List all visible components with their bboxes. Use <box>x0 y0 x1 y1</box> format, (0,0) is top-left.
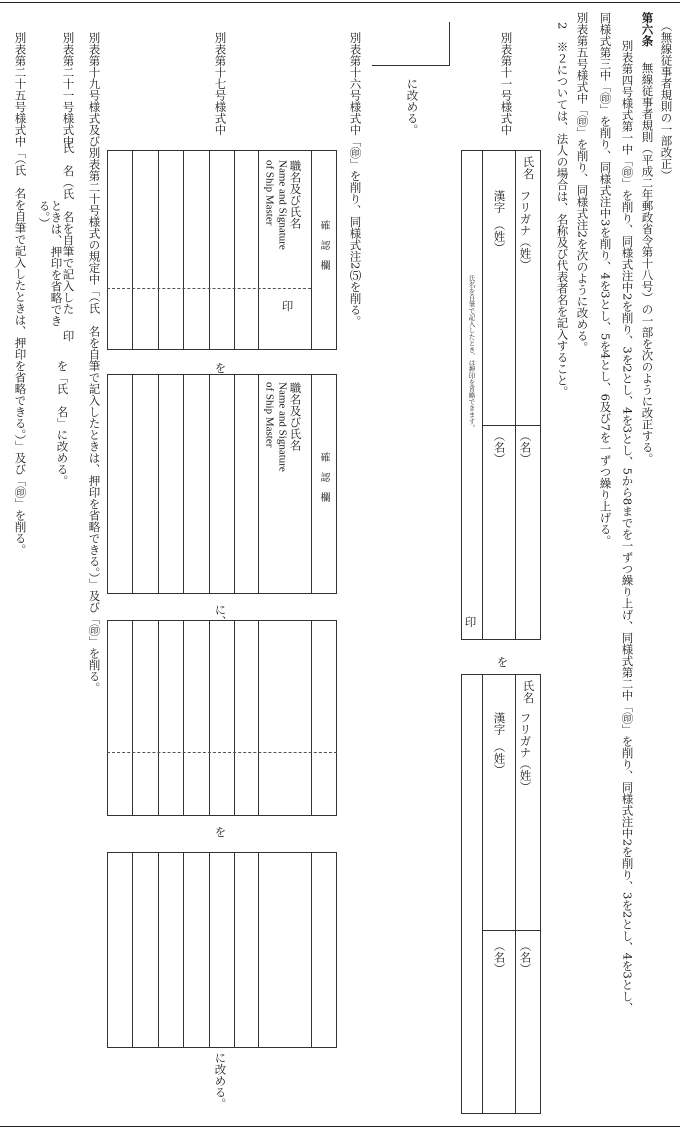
form21-seal: 印 <box>61 330 76 342</box>
form11-old-split <box>482 425 541 426</box>
form17-new-col-4 <box>209 374 210 594</box>
line-9-form19-20: 別表第十九号様式及び別表第二十号様式の規定中「（氏 名を自筆で記入したときは、押印を省略できる。）」及び「㊞」を削る。 <box>87 32 102 694</box>
form11-old-seal: 印 <box>463 616 478 628</box>
form17-new-col-3 <box>234 374 235 594</box>
form17-new-label-en2: of Ship Master <box>263 382 276 448</box>
line-4: 2 ※２については、法人の場合は、名称及び代表者名を記入すること。 <box>555 22 570 398</box>
form17-old-table <box>107 150 337 350</box>
form17-pair2-old-col-2 <box>258 620 259 816</box>
form17-old-col-2 <box>258 150 259 350</box>
form17-pair2-old-col-1 <box>311 620 312 816</box>
form17-new-col-2 <box>258 374 259 594</box>
form17-pair2-new-col-4 <box>209 852 210 1048</box>
form17-pair2-old-col-5 <box>183 620 184 816</box>
line-10-form21: 別表第二十一号様式中 <box>61 32 76 147</box>
line-3: 別表第五号様式中「㊞」を削り、同様式注2を次のように改める。 <box>575 12 590 353</box>
form17-old-col-6 <box>158 150 159 350</box>
form17-pair2-new-col-2 <box>258 852 259 1048</box>
connector-ni: に、 <box>213 604 228 627</box>
form11-old-label-bottom: 名 <box>521 168 536 180</box>
form21-old-2: ときは、押印を省略でき <box>49 200 64 327</box>
form17-pair2-old-col-4 <box>209 620 210 816</box>
form17-pair2-old-dashed <box>107 752 337 753</box>
form21-old-3: る。） <box>37 200 52 229</box>
form17-pair2-new-col-5 <box>183 852 184 1048</box>
form17-pair2-new-col-7 <box>132 852 133 1048</box>
line-2: 同様式第三中「㊞」を削り、同様式注中3を削り、4を3とし、5を4とし、6及び7を一ずつ繰り上げる。 <box>598 12 613 547</box>
form11-old-kanji: 漢字 （姓） <box>492 190 507 254</box>
article-title: 第六条 <box>640 12 655 47</box>
bottom-rule <box>0 1126 680 1127</box>
form11-new-kanji: 漢字 （姓） <box>492 712 507 776</box>
form17-old-col-5 <box>183 150 184 350</box>
connector-wo-form11: を <box>495 656 510 668</box>
line-11-form25: 別表第二十五号様式中「（氏 名を自筆で記入したときは、押印を省略できる。）」及び「㊞」を削る。 <box>13 32 28 556</box>
form17-new-col-5 <box>183 374 184 594</box>
line-6-aratameru: に改める。 <box>405 78 420 136</box>
connector-aratameru: に改める。 <box>213 1052 228 1110</box>
form17-new-header: 確 認 欄 <box>318 452 329 502</box>
form11-old-label-top: 氏 <box>521 156 536 168</box>
form11-new-furigana: フリガナ（姓） <box>518 712 533 793</box>
form17-old-label-ja: 職名及び氏名 <box>288 160 303 229</box>
form11-old-given1: （名） <box>518 430 533 465</box>
bracket-box <box>372 22 450 66</box>
form17-old-label-en2: of Ship Master <box>263 160 276 226</box>
form17-new-table <box>107 374 337 594</box>
form11-old-divider-1 <box>515 150 516 640</box>
form17-new-col-6 <box>158 374 159 594</box>
form17-pair2-new-col-3 <box>234 852 235 1048</box>
form17-pair2-new-col-1 <box>311 852 312 1048</box>
form17-old-dashed <box>107 288 311 289</box>
form17-old-label-en1: Name and Signature <box>276 160 289 250</box>
form11-new-label-bottom: 名 <box>521 692 536 704</box>
form11-new-divider-2 <box>482 674 483 1114</box>
form11-new-given2: （名） <box>492 940 507 975</box>
form17-pair2-new-table <box>107 852 337 1048</box>
form11-old-furigana: フリガナ（姓） <box>518 190 533 271</box>
form11-old-given2: （名） <box>492 430 507 465</box>
form17-new-col-1 <box>311 374 312 594</box>
form11-old-note: 氏名を自筆で記入したとき、は押印を省略できます。 <box>467 275 476 431</box>
form21-old-1: 氏 名（氏 名を自筆で記入した <box>61 142 76 315</box>
form17-pair2-old-table <box>107 620 337 816</box>
form11-new-divider-1 <box>515 674 516 1114</box>
line-1: 別表第四号様式第一中「㊞」を削り、同様式注中2を削り、3を2とし、4を3とし、5から8までを一ずつ繰り上げ、同様式第二中「㊞」を削り、同様式注中2を削り、3を2とし、4を3とし、 <box>620 40 635 1014</box>
form17-new-label-ja: 職名及び氏名 <box>288 382 303 451</box>
form17-pair2-old-col-7 <box>132 620 133 816</box>
header-caption: （無線従事者規則の一部改正） <box>659 20 674 181</box>
form21-after: を「氏 名」に改める。 <box>55 360 70 487</box>
connector-wo-2: を <box>213 826 228 838</box>
form17-new-label-en1: Name and Signature <box>276 382 289 472</box>
form17-old-col-4 <box>209 150 210 350</box>
line-5-form11: 別表第十一号様式中 <box>499 32 514 136</box>
form17-old-seal: 印 <box>280 300 295 312</box>
article-text: 無線従事者規則（平成二年郵政省令第十八号）の一部を次のように改正する。 <box>640 62 655 465</box>
form11-new-given1: （名） <box>518 940 533 975</box>
form17-old-col-7 <box>132 150 133 350</box>
form11-new-label-top: 氏 <box>521 680 536 692</box>
connector-wo-form17: を <box>213 362 228 374</box>
form17-old-col-3 <box>234 150 235 350</box>
form11-old-divider-2 <box>482 150 483 640</box>
form11-new-split <box>482 930 541 931</box>
top-rule <box>0 2 680 3</box>
form17-old-col-1 <box>311 150 312 350</box>
form17-pair2-old-col-6 <box>158 620 159 816</box>
form17-new-col-7 <box>132 374 133 594</box>
form17-pair2-old-col-3 <box>234 620 235 816</box>
line-8-form17: 別表第十七号様式中 <box>213 32 228 136</box>
form17-old-header: 確 認 欄 <box>318 220 329 270</box>
line-7-form16: 別表第十六号様式中「㊞」を削り、同様式注2⑸を削る。 <box>348 32 363 327</box>
form17-pair2-new-col-6 <box>158 852 159 1048</box>
